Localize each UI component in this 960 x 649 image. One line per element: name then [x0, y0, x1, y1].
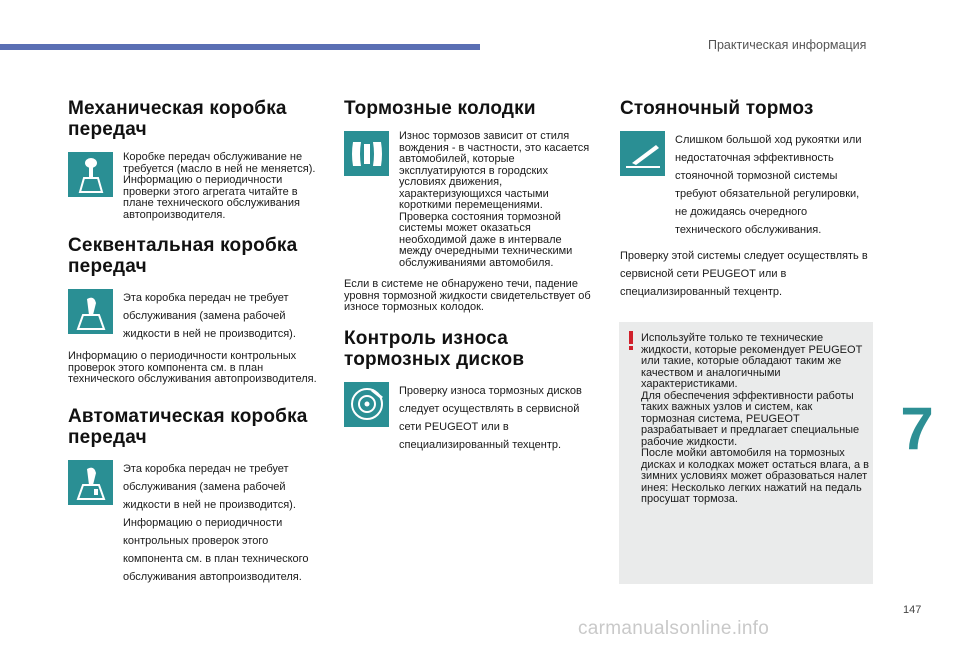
warning-text: Используйте только те технические жидкости, которые рекомендует PEUGEOT или такие, которые обладают таким же качеством и аналогичными характеристиками. Для обеспечения эффективности работы таких важных узлов и систем, как тормозная система, PEUGEOT разрабатывает и предлагает специальные рабочие жидкости. После мойки автомобиля на тормозных дисках и колодках может остаться влага, а в зимних условиях может образоваться налет инея: Несколько легких нажатий на педаль просушат тормоза.	[641, 332, 869, 505]
section-body	[620, 131, 873, 239]
section-text: Износ тормозов зависит от стиля вождения - в частности, это касается автомобилей, которые эксплуатируются в городских условиях движения, характеризующихся частыми короткими перемещениями. Проверка состояния тормозной системы может оказаться необходимой даже в интервале между очередными техническими обслуживаниями автомобиля.	[399, 130, 590, 269]
automatic-gear-lever-icon	[68, 460, 113, 505]
section-note: Информацию о периодичности контрольных проверок этого компонента см. в план технического обслуживания автопроизводителя.	[68, 350, 317, 385]
parking-brake-lever-icon	[620, 131, 665, 176]
section-sequential-gearbox	[68, 235, 318, 386]
section-text: Проверку износа тормозных дисков следует осуществлять в сервисной сети PEUGEOT или в специализированный техцентр.	[399, 384, 582, 451]
section-text: Эта коробка передач не требует обслуживания (замена рабочей жидкости в ней не производится). Информацию о периодичности контрольных проверок этого компонента см. в план технического обслуживания автопроизводителя.	[123, 462, 309, 583]
top-accent-bar	[0, 44, 480, 50]
section-manual-gearbox	[68, 98, 318, 221]
section-note: Если в системе не обнаружено течи, падение уровня тормозной жидкости свидетельствует об износе тормозных колодок.	[344, 278, 591, 313]
section-body	[68, 460, 318, 586]
warning-box	[619, 322, 873, 584]
section-title: Автоматическая коробка передач	[68, 405, 308, 448]
section-body	[344, 131, 594, 269]
page-number: 147	[903, 604, 922, 616]
section-brake-discs	[344, 328, 594, 454]
section-body	[68, 289, 318, 343]
sequential-gear-lever-icon	[68, 289, 113, 334]
column-transmissions	[68, 98, 318, 600]
watermark: carmanualsonline.info	[578, 618, 770, 639]
column-brakes	[344, 98, 594, 468]
section-body	[68, 152, 318, 221]
warning-exclamation-icon	[628, 331, 634, 351]
section-text: Слишком большой ход рукоятки или недостаточная эффективность стояночной тормозной системы требуют обязательной регулировки, не дожидаясь очередного технического обслуживания.	[675, 134, 862, 236]
column-parking-brake	[620, 98, 873, 315]
section-title: Секвентальная коробка передач	[68, 235, 298, 277]
brake-disc-icon	[344, 382, 389, 427]
section-title: Тормозные колодки	[344, 98, 536, 119]
manual-gear-lever-icon	[68, 152, 113, 197]
section-brake-pads	[344, 98, 594, 314]
section-automatic-gearbox	[68, 406, 318, 586]
section-title: Механическая коробка передач	[68, 98, 287, 140]
section-title: Контроль износа тормозных дисков	[344, 327, 525, 370]
section-title: Стояночный тормоз	[620, 98, 814, 119]
section-text: Эта коробка передач не требует обслуживания (замена рабочей жидкости в ней не производится).	[123, 292, 296, 340]
page-header-title: Практическая информация	[708, 38, 867, 52]
section-body	[344, 382, 594, 454]
section-text: Коробке передач обслуживание не требуется (масло в ней не меняется). Информацию о периодичности проверки этого агрегата читайте в плане технического обслуживания автопроизводителя.	[123, 151, 316, 221]
brake-pads-icon	[344, 131, 389, 176]
section-note: Проверку этой системы следует осуществлять в сервисной сети PEUGEOT или в специализированный техцентр.	[620, 250, 868, 298]
section-parking-brake	[620, 98, 873, 301]
chapter-number: 7	[900, 395, 934, 462]
